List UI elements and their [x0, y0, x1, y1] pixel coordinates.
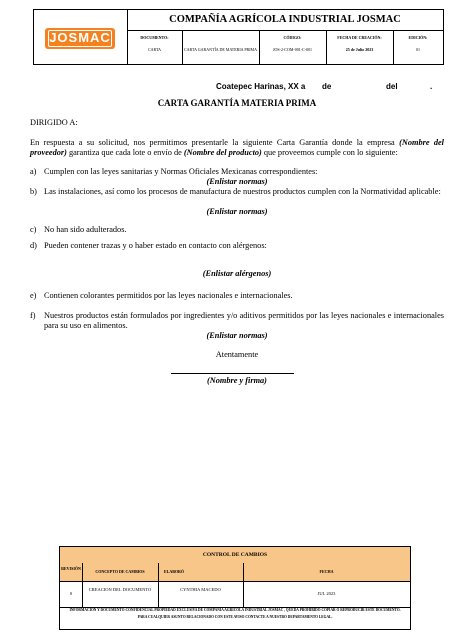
allergens-placeholder: (Enlistar alérgenos) — [202, 269, 272, 278]
header-col-code — [259, 30, 327, 64]
intro-text-1: En respuesta a su solicitud, nos permitimos presentarle la siguiente Carta Garantía donde la empresa — [30, 138, 395, 147]
confidentiality-footer — [59, 607, 411, 630]
header-col-value: 25 de Julio 2023 — [345, 47, 374, 52]
norms-placeholder: (Enlistar normas) — [206, 207, 268, 216]
item-text: Pueden contener trazas y o haber estado en contacto con alérgenos: — [44, 241, 267, 250]
header-col-label: CÓDIGO: — [283, 35, 302, 40]
header-col-label: DOCUMENTO: — [140, 35, 169, 40]
header-col-value: CARTA — [148, 47, 161, 52]
header-col-document — [127, 30, 183, 64]
header-col-date — [326, 30, 394, 64]
company-name: COMPAÑÍA AGRÍCOLA INDUSTRIAL JOSMAC — [127, 10, 443, 31]
place-dot: . — [430, 82, 433, 91]
change-control-header-row — [60, 563, 410, 582]
document-header-table — [33, 9, 444, 65]
place-del: del — [386, 82, 398, 91]
table-cell: JUL 2023 — [317, 591, 336, 596]
header-col-label: EDICIÓN: — [408, 35, 428, 40]
footer-line-2: PARA CUALQUIER ASUNTO RELACIONADO CON ESTE AVISO CONTACTE A NUESTRO DEPARTAMENTO LEGAL. — [137, 615, 333, 619]
table-cell: CYNTHIA MACEDO — [158, 581, 244, 607]
item-text: Nuestros productos están formulados por ingredientes y/o aditivos permitidos por las leyes nacionales e internacionales para su uso en alimentos. — [44, 311, 444, 330]
footer-line-1: INFORMACIÓN Y DOCUMENTO CONFIDENCIAL PROPIEDAD EXCLUSIVA DE COMPAÑÍA AGRÍCOLA INDUSTRIAL JOSMAC , QUEDA PROHIBIDO COPIAR O REPRODUCIR ESTE DOCUMENTO. — [69, 608, 401, 612]
header-col-label: FECHA DE CREACIÓN: — [337, 35, 382, 40]
item-label: a) — [30, 167, 37, 176]
header-col-value: CARTA GARANTÍA DE MATERIA PRIMA — [184, 47, 257, 52]
header-col-title — [182, 30, 260, 64]
norms-placeholder: (Enlistar normas) — [206, 177, 268, 186]
column-header: REVISIÓN — [60, 563, 83, 581]
signature-line — [171, 373, 294, 374]
addressee: DIRIGIDO A: — [30, 118, 78, 127]
letter-title: CARTA GARANTÍA MATERIA PRIMA — [157, 98, 317, 108]
place-city: Coatepec Harinas, XX a — [216, 82, 306, 91]
place-de: de — [322, 82, 332, 91]
item-label: c) — [30, 225, 37, 234]
item-text: Las instalaciones, así como los procesos de manufactura de nuestros productos cumplen con la Normatividad aplicable: — [44, 187, 441, 196]
column-header: ELABORÓ — [158, 563, 244, 581]
intro-text-2: garantiza que cada lote o envío de — [68, 148, 182, 157]
norms-placeholder: (Enlistar normas) — [206, 331, 268, 340]
item-label: d) — [30, 241, 37, 250]
company-logo — [45, 28, 115, 49]
item-label: b) — [30, 187, 37, 196]
header-col-edition — [393, 30, 443, 64]
closing: Atentamente — [215, 350, 259, 359]
supplier-placeholder: (Nombre del proveedor) — [30, 138, 444, 157]
signature-placeholder: (Nombre y firma) — [207, 376, 267, 385]
intro-paragraph — [30, 138, 444, 158]
item-text: Cumplen con las leyes sanitarias y Normas Oficiales Mexicanas correspondientes: — [44, 167, 318, 176]
header-col-value: 01 — [416, 47, 420, 52]
header-col-label — [182, 35, 259, 43]
column-header: CONCEPTO DE CAMBIOS — [82, 563, 159, 581]
header-col-value: JOS-2-COM-001-C-001 — [272, 47, 313, 52]
logo-text: JOSMAC — [49, 30, 111, 45]
product-placeholder: (Nombre del producto) — [183, 148, 262, 157]
table-cell: 0 — [60, 581, 83, 607]
column-header: FECHA — [319, 569, 334, 574]
change-control-table — [59, 546, 411, 608]
logo-cell — [34, 10, 128, 64]
item-label: f) — [30, 311, 36, 320]
item-text: No han sido adulterados. — [44, 225, 127, 234]
item-label: e) — [30, 291, 37, 300]
table-cell: CREACION DEL DOCUMENTO — [82, 581, 159, 607]
item-text: Contienen colorantes permitidos por las leyes nacionales e internacionales. — [44, 291, 293, 300]
change-control-title: CONTROL DE CAMBIOS — [60, 547, 410, 564]
intro-text-3: que proveemos cumple con lo siguiente: — [263, 148, 398, 157]
